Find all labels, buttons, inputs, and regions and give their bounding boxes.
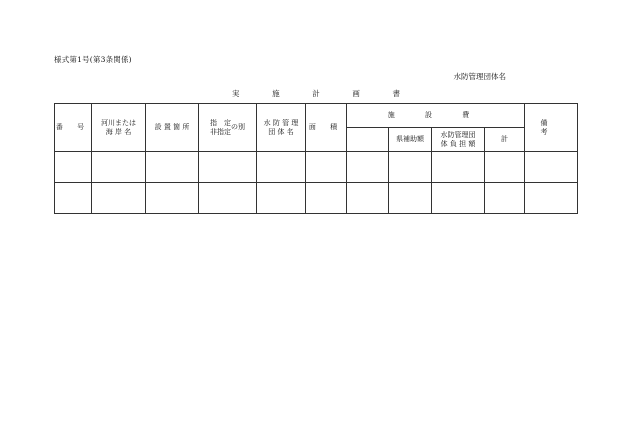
- document-title: [232, 88, 400, 99]
- table-cell: [432, 183, 485, 214]
- header-river-coast-name: 河川または 海 岸 名: [92, 104, 146, 152]
- header-cost-blank: [347, 128, 389, 152]
- organization-name-label: 水防管理団体名: [453, 72, 506, 81]
- table-cell: [199, 152, 257, 183]
- table-row: [55, 152, 578, 183]
- table-cell: [525, 183, 578, 214]
- table-cell: [199, 183, 257, 214]
- header-row-top: [55, 104, 578, 128]
- header-facility-cost: 施 設 費: [347, 104, 525, 128]
- table-cell: [347, 183, 389, 214]
- form-number: 様式第1号(第3条関係): [54, 55, 132, 64]
- table-cell: [306, 152, 347, 183]
- header-number: 番 号: [55, 104, 92, 152]
- table-cell: [432, 152, 485, 183]
- header-remarks: 備 考: [525, 104, 578, 152]
- table-cell: [389, 152, 432, 183]
- title-char: 計: [312, 89, 320, 98]
- header-designation: 指 定 非指定 の別: [199, 104, 257, 152]
- header-prefecture-subsidy: 県補助額: [389, 128, 432, 152]
- table-cell: [485, 183, 525, 214]
- header-cost-total: 計: [485, 128, 525, 152]
- title-char: 画: [352, 89, 360, 98]
- table-cell: [92, 183, 146, 214]
- table-cell: [257, 183, 306, 214]
- title-char: 施: [272, 89, 280, 98]
- table-cell: [146, 152, 199, 183]
- table-row: [55, 183, 578, 214]
- table-cell: [55, 152, 92, 183]
- table-cell: [55, 183, 92, 214]
- table-cell: [92, 152, 146, 183]
- header-flood-control-group: 水 防 管 理 団 体 名: [257, 104, 306, 152]
- title-char: 書: [392, 89, 400, 98]
- table-cell: [257, 152, 306, 183]
- table-cell: [389, 183, 432, 214]
- table-cell: [347, 152, 389, 183]
- header-area: 面 積: [306, 104, 347, 152]
- table-cell: [485, 152, 525, 183]
- table-cell: [146, 183, 199, 214]
- table-cell: [306, 183, 347, 214]
- header-location: 設 置 箇 所: [146, 104, 199, 152]
- title-char: 実: [232, 89, 240, 98]
- header-group-burden: 水防管理団 体 負 担 額: [432, 128, 485, 152]
- plan-table: [54, 103, 578, 214]
- table-cell: [525, 152, 578, 183]
